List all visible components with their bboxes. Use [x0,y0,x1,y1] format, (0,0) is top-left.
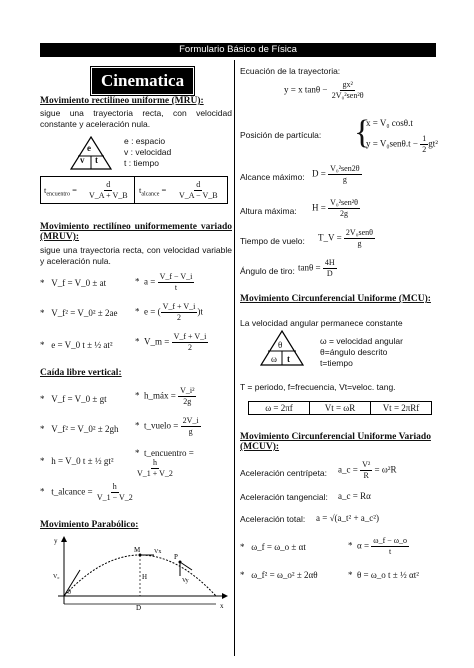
caida-f7: * t_alcance = $\frac{h}{V\_1 - V\_2}$ [40,482,133,502]
mcu-tri-omega: ω [271,354,277,364]
mcuv-f4: * θ = ω_o t ± ½ αt² [348,570,419,580]
t-enc-den: V_A + V_B [89,191,128,200]
mruv-f4: * e = ( $\frac{V\_f + V\_i}{2}$ )t [135,302,203,322]
mru-encuentro-box: $t_{encuentro}$ = $\frac{d}{V\_A + V\_B}$ $t_{alcance}$ = $\frac{d}{V\_A - V\_B}$ [40,176,228,204]
alcance-lhs: D = [312,168,326,179]
caida-f6-lhs: t_encuentro = [144,448,194,458]
mcuv-f1: * ω_f = ω_o ± αt [240,542,306,552]
caida-f2-lhs: h_máx = [144,390,176,401]
mcu-legend-omega: ω = velocidad angular [320,336,403,346]
altura-den: 2g [340,209,348,218]
diag-label-p: P [174,553,178,561]
posicion-brace: { [354,114,371,151]
mcu-heading: Movimiento Circunferencial Uniforme (MCU): [240,294,431,304]
centripeta-num: V² [362,460,371,469]
mru-legend-t: t : tiempo [124,158,159,168]
centripeta-den: R [363,471,369,480]
column-divider [234,60,235,656]
mru-legend-e: e : espacio [124,136,166,146]
mru-description: sigue una trayectoria recta, con velocidad constante y aceleración nula. [40,108,232,129]
caida-f2-den: 2g [183,397,192,406]
mruv-f1: * V_f = V_0 ± at [40,278,107,288]
mruv-f2-den: t [174,283,178,292]
altura-label: Altura máxima: [240,206,297,216]
mru-heading: Movimiento rectilíneo uniforme (MRU): [40,96,204,106]
t-alc-num: d [196,180,201,189]
mcuv-f2: * α = $\frac{\omega\_f - \omega\_o}{t}$ [348,536,408,556]
mruv-f6-den: 2 [187,343,192,352]
diag-label-m: M [134,546,141,554]
angulo-den: D [326,269,333,278]
alcance-den: g [342,175,347,184]
posicion-l2-den: 2 [422,145,427,154]
caida-f7-num: h [112,482,117,491]
alcance-label: Alcance máximo: [240,172,305,182]
caida-f3-text: V_f² = V_0² ± 2gh [51,424,119,434]
altura-lhs: H = [312,202,326,213]
trayectoria-formula [284,80,366,101]
caida-f4: * t_vuelo = $\frac{2V\_i}{g}$ [135,416,199,436]
mruv-f1-text: V_f = V_0 ± at [51,278,107,288]
t-alc-label: t [139,185,142,195]
angulo-formula [298,258,337,279]
vuelo-num: 2V₀senθ [345,228,373,237]
t-enc-sub: encuentro [46,191,71,198]
left-column [40,60,232,610]
mruv-f4-num: V_f + V_i [162,302,196,311]
tangencial-label: Aceleración tangencial: [240,492,328,502]
mruv-f2-lhs: a = [144,276,156,287]
mcu-tri-t: t [287,354,290,364]
caida-f4-den: g [188,427,193,436]
mruv-f6-num: V_f + V_i [173,332,207,341]
mruv-f4-rhs: t [200,306,203,317]
posicion-l1: x = V₀ cosθ.t [366,118,413,128]
mcuv-f3: * ω_f² = ω_o² ± 2αθ [240,570,318,580]
parabolic-diagram [50,534,230,610]
posicion-l2 [366,134,438,155]
mru-triangle-icon [70,136,112,170]
mruv-f3: * V_f² = V_0² ± 2ae [40,308,118,318]
mruv-f6: * V_m = $\frac{V\_f + V\_i}{2}$ [135,332,207,352]
diag-label-v0: V₀ [53,574,60,580]
centripeta-rhs: = ω²R [374,464,397,475]
mcuv-f4-text: θ = ω_o t ± ½ αt² [357,570,419,580]
mcu-tri-theta: θ [278,340,283,350]
caida-f4-num: 2V_i [182,416,199,425]
alcance-num: V₀²sen2θ [330,164,360,173]
mru-legend-v: v : velocidad [124,147,172,157]
mruv-f5: * e = V_0 t ± ½ at² [40,340,113,350]
mcu-note: T = periodo, f=frecuencia, Vt=veloc. tang. [240,382,396,392]
mcu-formula-box [248,401,432,415]
vuelo-lhs: T_V = [318,232,342,243]
mru-tri-e: e [87,143,91,153]
angulo-lhs: tanθ = [298,262,321,273]
caida-f2-num: V_i² [180,386,195,395]
posicion-l2-a: y = V₀senθ.t − [366,138,418,149]
mcuv-f1-text: ω_f = ω_o ± αt [251,542,306,552]
mcuv-f2-den: t [389,547,392,556]
mruv-f4-den: 2 [176,313,181,322]
mcuv-f2-lhs: α = [357,540,370,551]
mcu-legend-theta: θ=ángulo descrito [320,347,388,357]
mcu-box3: Vt = 2πRf [382,403,420,413]
caida-f6-den: V_1 + V_2 [137,469,173,478]
trayectoria-lhs: y = x tanθ − [284,84,328,95]
caida-f3: * V_f² = V_0² ± 2gh [40,424,119,434]
vuelo-formula [318,228,375,249]
mcu-box2: Vt = ωR [310,402,371,414]
tangencial-formula: a_c = Rα [338,491,371,501]
diag-label-y: y [54,537,58,545]
t-enc-label: t [44,185,47,195]
mruv-f6-lhs: V_m = [144,336,170,347]
t-enc-num: d [106,180,111,189]
vuelo-den: g [357,239,362,248]
total-formula: a = √(a_t² + a_c²) [316,513,379,523]
mruv-f5-text: e = V_0 t ± ½ at² [51,340,113,350]
mruv-f2: * a = $\frac{V\_f - V\_i}{t}$ [135,272,193,292]
posicion-label: Posición de partícula: [240,130,322,140]
section-title-cinematica: Cinematica [92,68,193,94]
trayectoria-label: Ecuación de la trayectoria: [240,66,341,76]
caida-f4-lhs: t_vuelo = [144,420,179,431]
caida-f5-text: h = V_0 t ± ½ gt² [51,456,114,466]
mcu-box1: ω = 2πf [249,402,310,414]
posicion-l2-b: gt² [428,138,438,149]
diag-label-d: D [136,604,142,610]
trayectoria-den: 2V₀²sen²θ [331,91,364,100]
vuelo-label: Tiempo de vuelo: [240,236,305,246]
caida-f1: * V_f = V_0 ± gt [40,394,107,404]
mcuv-f2-num: ω_f − ω_o [373,536,408,545]
mcu-legend-t: t=tiempo [320,358,353,368]
mruv-f2-num: V_f − V_i [159,272,193,281]
caida-f6-num: h [152,458,157,467]
mcu-description: La velocidad angular permanece constante [240,318,403,328]
mruv-f3-text: V_f² = V_0² ± 2ae [51,308,118,318]
centripeta-formula [338,460,396,481]
diag-label-theta: θ [68,590,71,596]
altura-num: V₀²sen²θ [330,198,358,207]
mruv-description: sigue una trayectoria recta, con velocidad variable y aceleración nula. [40,245,232,266]
t-alc-den: V_A − V_B [179,191,218,200]
parabolico-heading: Movimiento Parabólico: [40,520,139,530]
caida-f5: * h = V_0 t ± ½ gt² [40,456,114,466]
angulo-num: 4H [324,258,335,267]
alcance-formula [312,164,362,185]
diag-label-h: H [142,573,148,581]
caida-f1-text: V_f = V_0 ± gt [51,394,107,404]
mcuv-heading: Movimiento Circunferencial Uniforme Variado (MCUV): [240,432,431,452]
diag-label-x: x [220,602,224,610]
t-alc-sub: alcance [141,191,160,198]
posicion-l2-num: 1 [422,134,427,143]
caida-f6: * t_encuentro = $\frac{h}{V\_1 + V\_2}$ [135,448,194,478]
caida-f7-lhs: t_alcance = [51,486,93,497]
total-label: Aceleración total: [240,514,306,524]
mruv-heading: Movimiento rectilíneo uniformemente variado (MRUV): [40,222,232,242]
caida-heading: Caída libre vertical: [40,368,122,378]
header-title: Formulario Básico de Física [40,43,436,57]
mruv-f4-lhs: e = [144,306,156,317]
centripeta-label: Aceleración centrípeta: [240,468,327,478]
diag-label-vy: Vy [182,578,189,584]
angulo-label: Ángulo de tiro: [240,266,295,276]
caida-f7-den: V_1 − V_2 [96,493,133,502]
mru-tri-t: t [95,155,98,165]
mcuv-f3-text: ω_f² = ω_o² ± 2αθ [251,570,318,580]
centripeta-lhs: a_c = [338,464,358,475]
diag-label-vx: Vx [154,549,162,555]
mru-tri-v: v [80,155,85,165]
altura-formula [312,198,360,219]
trayectoria-num: gx² [342,80,353,89]
caida-f2: * h_máx = $\frac{\text{V\_i²}}{2g}$ [135,386,195,406]
